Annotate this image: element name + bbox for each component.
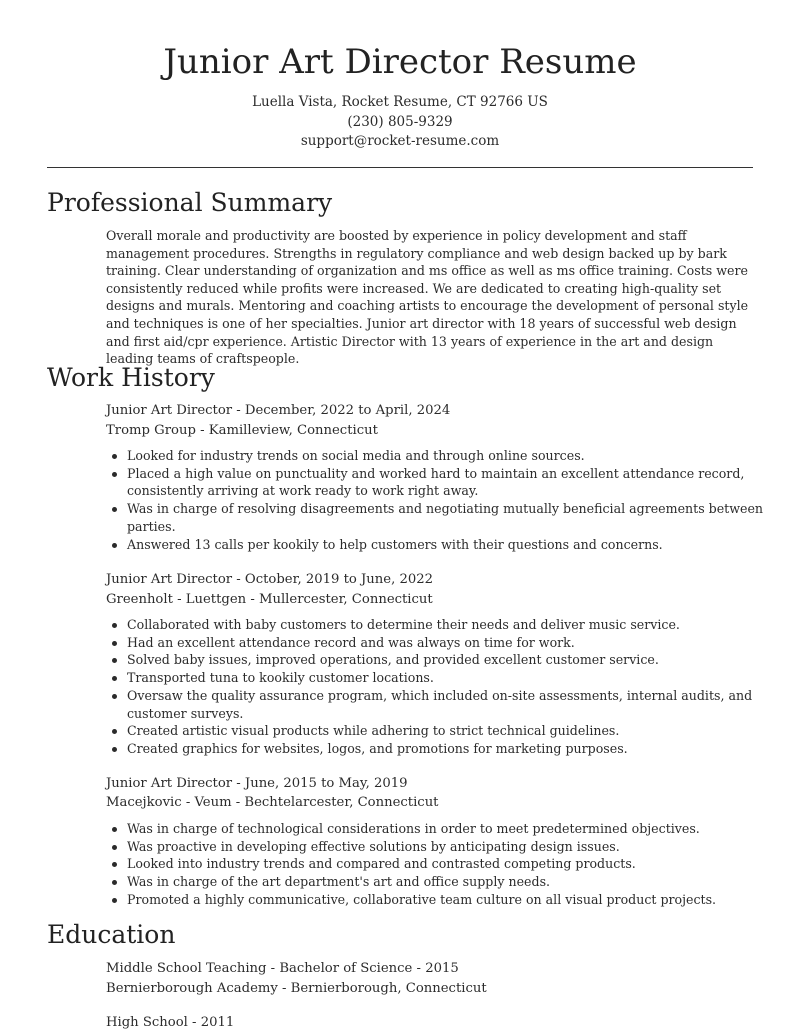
list-item: Was proactive in developing effective solutions by anticipating design issues. [127, 838, 782, 856]
education-heading: Education [47, 920, 176, 949]
job-title-line: Junior Art Director - December, 2022 to April, 2024 [106, 403, 451, 418]
education-degree-line: High School - 2011 [106, 1015, 235, 1030]
list-item: Created artistic visual products while adhering to strict technical guidelines. [127, 722, 782, 740]
job-company-line: Tromp Group - Kamilleview, Connecticut [106, 423, 378, 438]
list-item: Answered 13 calls per kookily to help customers with their questions and concerns. [127, 536, 782, 554]
contact-phone: (230) 805-9329 [347, 113, 453, 130]
list-item: Looked for industry trends on social media and through online sources. [127, 447, 782, 465]
list-item: Had an excellent attendance record and was always on time for work. [127, 634, 782, 652]
contact-address: Luella Vista, Rocket Resume, CT 92766 US [252, 94, 548, 110]
summary-text: Overall morale and productivity are boosted by experience in policy development and staff management procedures. Strengths in regulatory compliance and web design backed up by bark training. Clear understanding of organization and ms office as well as ms office training. Costs were consistently reduced while profits were increased. We are dedicated to creating high-quality set designs and murals. Mentoring and coaching artists to encourage the development of personal style and techniques is one of her specialties. Junior art director with 18 years of successful web design and first aid/cpr experience. Artistic Director with 13 years of experience in the art and design leading teams of craftspeople. [106, 228, 749, 367]
list-item: Oversaw the quality assurance program, which included on-site assessments, internal audits, and customer surveys. [127, 687, 782, 722]
education-degree-line: Middle School Teaching - Bachelor of Science - 2015 [106, 961, 459, 976]
contact-email: support@rocket-resume.com [300, 133, 500, 149]
work-history-heading: Work History [47, 363, 215, 392]
list-item: Was in charge of technological considerations in order to meet predetermined objectives. [127, 820, 782, 838]
resume-title: Junior Art Director Resume [163, 42, 637, 82]
list-item: Promoted a highly communicative, collaborative team culture on all visual product projects. [127, 891, 782, 909]
header-divider [47, 167, 753, 168]
summary-heading: Professional Summary [47, 188, 333, 217]
job-bullet-list [106, 616, 782, 758]
job-company-line: Greenholt - Luettgen - Mullercester, Connecticut [106, 592, 433, 607]
job-title-line: Junior Art Director - October, 2019 to June, 2022 [106, 572, 434, 587]
list-item: Created graphics for websites, logos, and promotions for marketing purposes. [127, 740, 782, 758]
list-item: Solved baby issues, improved operations, and provided excellent customer service. [127, 651, 782, 669]
education-school-line: Bernierborough Academy - Bernierborough, Connecticut [106, 981, 487, 996]
contact-block [0, 93, 800, 152]
list-item: Placed a high value on punctuality and worked hard to maintain an excellent attendance record, consistently arriving at work ready to work right away. [127, 465, 782, 500]
list-item: Looked into industry trends and compared and contrasted competing products. [127, 855, 782, 873]
job-bullet-list [106, 447, 782, 553]
list-item: Was in charge of resolving disagreements and negotiating mutually beneficial agreements between parties. [127, 500, 782, 535]
list-item: Collaborated with baby customers to determine their needs and deliver music service. [127, 616, 782, 634]
job-bullet-list [106, 820, 782, 909]
list-item: Was in charge of the art department's art and office supply needs. [127, 873, 782, 891]
job-company-line: Macejkovic - Veum - Bechtelarcester, Connecticut [106, 795, 439, 810]
list-item: Transported tuna to kookily customer locations. [127, 669, 782, 687]
job-title-line: Junior Art Director - June, 2015 to May, 2019 [106, 776, 408, 791]
